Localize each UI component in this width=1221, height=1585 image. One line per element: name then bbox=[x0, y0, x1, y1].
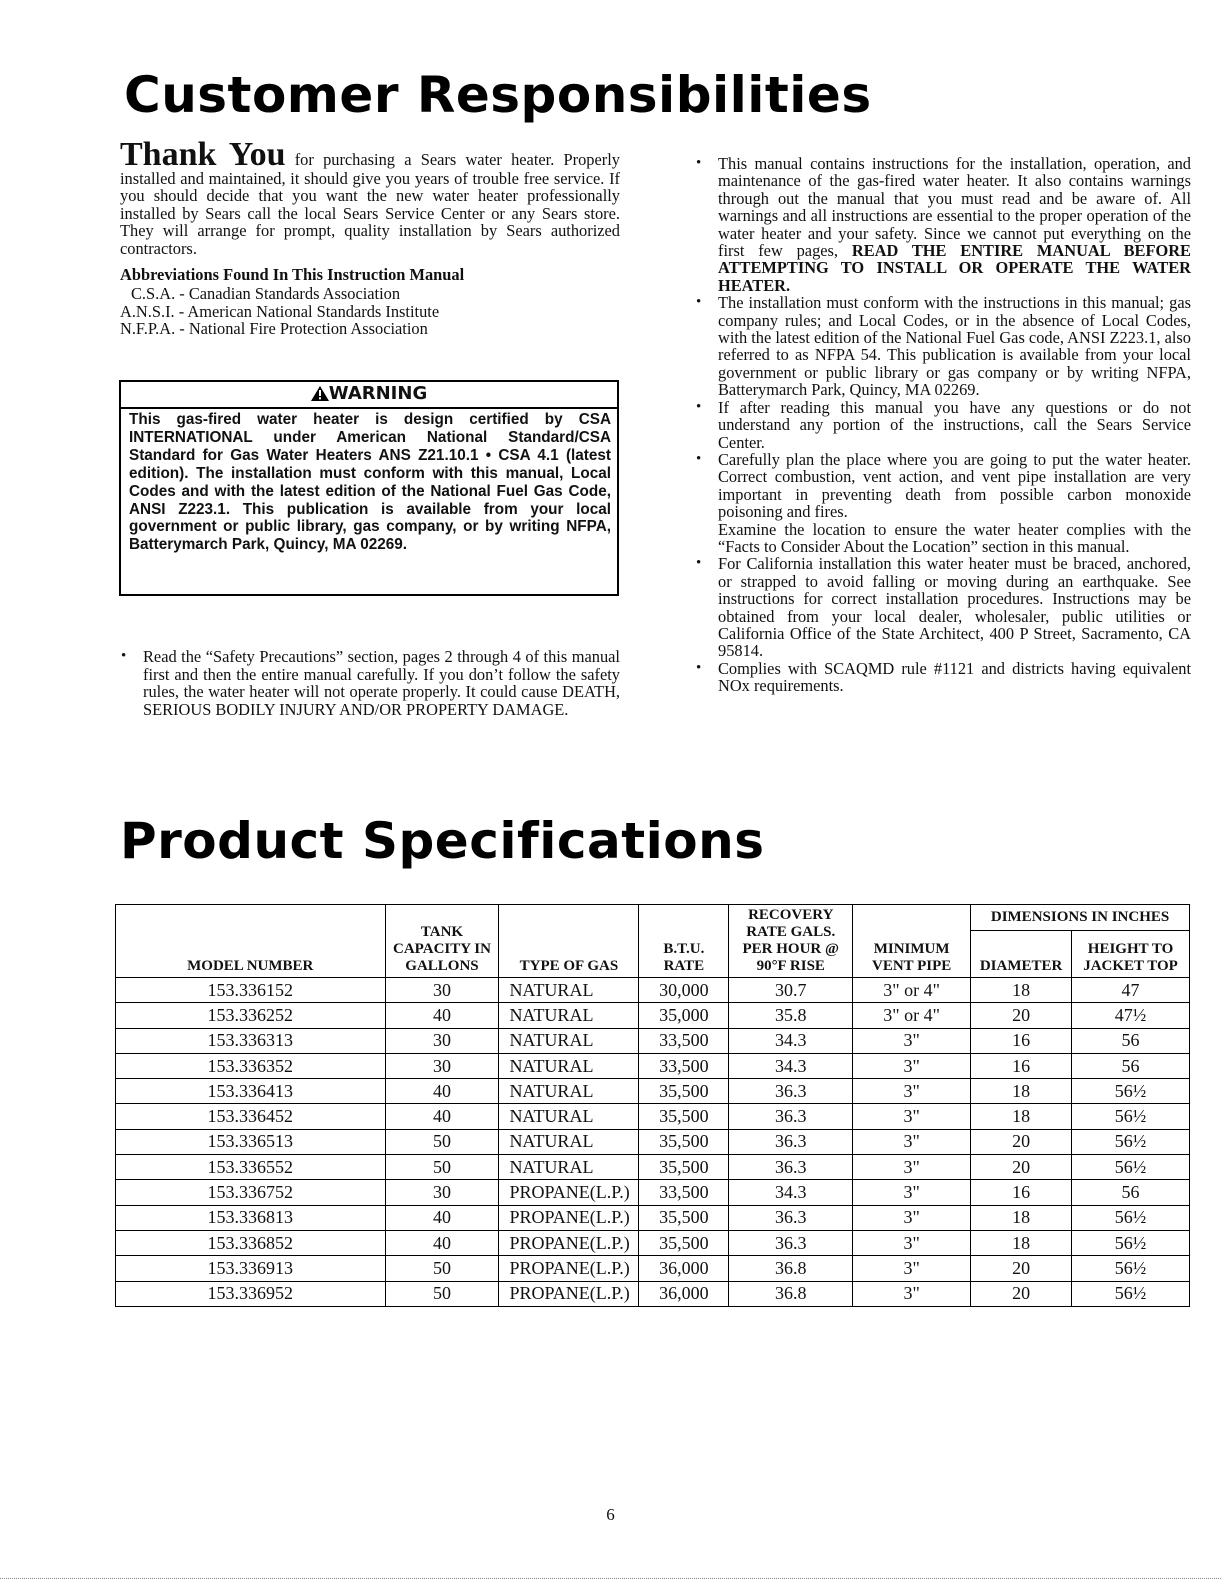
table-cell: 40 bbox=[385, 1205, 499, 1230]
table-cell: 40 bbox=[385, 1104, 499, 1129]
table-cell: 3" bbox=[853, 1230, 971, 1255]
column-header: MINIMUM VENT PIPE bbox=[853, 905, 971, 978]
warning-title: WARNING bbox=[328, 383, 428, 404]
table-row bbox=[116, 1256, 1190, 1281]
table-cell: NATURAL bbox=[499, 1129, 639, 1154]
table-cell: 34.3 bbox=[729, 1028, 853, 1053]
table-cell: 18 bbox=[971, 978, 1072, 1003]
column-header: TANK CAPACITY IN GALLONS bbox=[385, 905, 499, 978]
divider bbox=[0, 1578, 1221, 1579]
table-cell: 30 bbox=[385, 978, 499, 1003]
table-cell: 30 bbox=[385, 1028, 499, 1053]
bullet-text: • Carefully plan the place where you are going to put the water heater. Correct combustion, vent action, and vent pipe installation are very important in preventing death from possible carbon monoxide poisoning and fires. bbox=[718, 449, 1191, 522]
list-item: • Read the “Safety Precautions” section, pages 2 through 4 of this manual first and then the entire manual carefully. If you don’t follow the safety rules, the water heater will not operate properly. It could cause DEATH, SERIOUS BODILY INJURY AND/OR PROPERTY DAMAGE. bbox=[120, 648, 620, 718]
abbreviation-item: N.F.P.A. - National Fire Protection Association bbox=[120, 319, 428, 339]
table-cell: 153.336852 bbox=[116, 1230, 386, 1255]
table-cell: 35,500 bbox=[639, 1155, 729, 1180]
table-cell: 36.3 bbox=[729, 1104, 853, 1129]
warning-text: This gas-fired water heater is design certified by CSA INTERNATIONAL under American National Standard/CSA Standard for Gas Water Heaters ANS Z21.10.1 • CSA 4.1 (latest edition). The installation must conform with this manual, Local Codes and with the latest edition of the National Fuel Gas Code, ANSI Z223.1. This publication is available from your local government or public library, gas company, or by writing NFPA, Batterymarch Park, Quincy, MA 02269. bbox=[129, 411, 611, 554]
table-cell: 34.3 bbox=[729, 1053, 853, 1078]
table-cell: 56½ bbox=[1072, 1079, 1190, 1104]
table-cell: 36.3 bbox=[729, 1129, 853, 1154]
table-cell: 20 bbox=[971, 1155, 1072, 1180]
table-cell: 153.336313 bbox=[116, 1028, 386, 1053]
table-cell: 18 bbox=[971, 1205, 1072, 1230]
table-cell: 35,500 bbox=[639, 1104, 729, 1129]
table-cell: 33,500 bbox=[639, 1180, 729, 1205]
table-cell: NATURAL bbox=[499, 1104, 639, 1129]
table-row bbox=[116, 1281, 1190, 1306]
table-cell: 56½ bbox=[1072, 1205, 1190, 1230]
table-cell: 33,500 bbox=[639, 1053, 729, 1078]
table-cell: 3" bbox=[853, 1281, 971, 1306]
table-cell: 56½ bbox=[1072, 1129, 1190, 1154]
column-header: MODEL NUMBER bbox=[116, 905, 386, 978]
table-cell: NATURAL bbox=[499, 978, 639, 1003]
page-number: 6 bbox=[606, 1505, 615, 1524]
table-cell: 16 bbox=[971, 1028, 1072, 1053]
table-cell: 36.8 bbox=[729, 1281, 853, 1306]
bullet-emphasis: READ THE ENTIRE MANUAL BEFORE ATTEMPTING TO INSTALL OR OPERATE THE WATER HEATER. bbox=[718, 241, 1191, 295]
table-cell: 153.336913 bbox=[116, 1256, 386, 1281]
table-cell: 56½ bbox=[1072, 1281, 1190, 1306]
table-cell: 36.8 bbox=[729, 1256, 853, 1281]
table-cell: 153.336252 bbox=[116, 1003, 386, 1028]
table-row bbox=[116, 1003, 1190, 1028]
table-cell: PROPANE(L.P.) bbox=[499, 1281, 639, 1306]
table-cell: 16 bbox=[971, 1053, 1072, 1078]
table-cell: 153.336513 bbox=[116, 1129, 386, 1154]
thank-you-paragraph bbox=[120, 136, 620, 258]
table-cell: 56 bbox=[1072, 1053, 1190, 1078]
table-row bbox=[116, 978, 1190, 1003]
table-cell: 3" bbox=[853, 1256, 971, 1281]
table-cell: 20 bbox=[971, 1281, 1072, 1306]
table-cell: 50 bbox=[385, 1256, 499, 1281]
table-cell: 153.336452 bbox=[116, 1104, 386, 1129]
table-cell: 40 bbox=[385, 1003, 499, 1028]
table-cell: 30 bbox=[385, 1180, 499, 1205]
table-cell: 20 bbox=[971, 1003, 1072, 1028]
column-header: B.T.U. RATE bbox=[639, 905, 729, 978]
table-cell: 40 bbox=[385, 1230, 499, 1255]
table-cell: 3" bbox=[853, 1079, 971, 1104]
column-header: DIAMETER bbox=[971, 931, 1072, 978]
table-cell: 3" bbox=[853, 1104, 971, 1129]
list-item: • The installation must conform with the instructions in this manual; gas company rules; and Local Codes, or in the absence of Local Codes, with the latest edition of the National Fuel Gas code, ANSI Z223.1, also referred to as NFPA 54. This publication is available from your local government or public library or gas company or by writing NFPA, Batterymarch Park, Quincy, MA 02269. bbox=[695, 294, 1191, 398]
table-cell: 56½ bbox=[1072, 1104, 1190, 1129]
table-cell: 47½ bbox=[1072, 1003, 1190, 1028]
list-item bbox=[695, 155, 1191, 294]
table-cell: 36,000 bbox=[639, 1281, 729, 1306]
table-row bbox=[116, 1205, 1190, 1230]
abbreviations-title: Abbreviations Found In This Instruction Manual bbox=[120, 265, 465, 285]
table-cell: 153.336752 bbox=[116, 1180, 386, 1205]
warning-box bbox=[119, 380, 619, 596]
table-cell: PROPANE(L.P.) bbox=[499, 1256, 639, 1281]
warning-triangle-icon bbox=[311, 386, 329, 401]
abbreviation-item: C.S.A. - Canadian Standards Association bbox=[131, 284, 401, 304]
intro-section bbox=[120, 136, 620, 339]
thank-you-lead: Thank You bbox=[120, 136, 286, 173]
table-cell: 34.3 bbox=[729, 1180, 853, 1205]
specifications-table bbox=[115, 904, 1190, 1307]
table-cell: 16 bbox=[971, 1180, 1072, 1205]
table-cell: PROPANE(L.P.) bbox=[499, 1230, 639, 1255]
table-cell: 50 bbox=[385, 1155, 499, 1180]
bullet-text: This manual contains instructions for the installation, operation, and maintenance of the gas-fired water heater. It also contains warnings through out the manual that you must read and be aware of. All warnings and all instructions are essential to the proper operation of the water heater and your safety. Since we cannot put everything on the first few pages, bbox=[718, 154, 1191, 261]
table-cell: 36.3 bbox=[729, 1079, 853, 1104]
page-title: Customer Responsibilities bbox=[124, 66, 872, 124]
table-cell: 47 bbox=[1072, 978, 1190, 1003]
column-header: TYPE OF GAS bbox=[499, 905, 639, 978]
list-item: • If after reading this manual you have any questions or do not understand any portion of the instructions, call the Sears Service Center. bbox=[695, 399, 1191, 451]
table-row bbox=[116, 1129, 1190, 1154]
table-cell: PROPANE(L.P.) bbox=[499, 1180, 639, 1205]
warning-header bbox=[121, 382, 617, 409]
table-cell: NATURAL bbox=[499, 1079, 639, 1104]
table-cell: 3" bbox=[853, 1180, 971, 1205]
thank-you-text: for purchasing a Sears water heater. Properly installed and maintained, it should give you years of trouble free service. If you should decide that you want the new water heater professionally installed by Sears call the local Sears Service Center or any Sears store. They will arrange for prompt, quality installation by Sears authorized contractors. bbox=[120, 150, 620, 258]
table-row bbox=[116, 1104, 1190, 1129]
table-cell: 3" bbox=[853, 1053, 971, 1078]
table-cell: 35,500 bbox=[639, 1230, 729, 1255]
table-body bbox=[116, 978, 1190, 1307]
table-cell: 20 bbox=[971, 1129, 1072, 1154]
table-cell: 56½ bbox=[1072, 1155, 1190, 1180]
table-row bbox=[116, 1155, 1190, 1180]
table-row bbox=[116, 1079, 1190, 1104]
table-cell: 20 bbox=[971, 1256, 1072, 1281]
column-header: HEIGHT TO JACKET TOP bbox=[1072, 931, 1190, 978]
table-cell: 30,000 bbox=[639, 978, 729, 1003]
table-cell: NATURAL bbox=[499, 1003, 639, 1028]
table-cell: 153.336352 bbox=[116, 1053, 386, 1078]
column-header: DIMENSIONS IN INCHES bbox=[971, 905, 1190, 931]
table-cell: 153.336952 bbox=[116, 1281, 386, 1306]
table-cell: 3" bbox=[853, 1155, 971, 1180]
table-cell: 33,500 bbox=[639, 1028, 729, 1053]
table-header-row bbox=[116, 905, 1190, 931]
table-cell: 50 bbox=[385, 1281, 499, 1306]
bullet-text: Examine the location to ensure the water heater complies with the “Facts to Consider About the Location” section in this manual. bbox=[718, 519, 1191, 556]
table-cell: NATURAL bbox=[499, 1053, 639, 1078]
table-row bbox=[116, 1053, 1190, 1078]
table-cell: 35,000 bbox=[639, 1003, 729, 1028]
table-cell: 56½ bbox=[1072, 1256, 1190, 1281]
table-cell: 3" bbox=[853, 1028, 971, 1053]
table-cell: 153.336413 bbox=[116, 1079, 386, 1104]
table-row bbox=[116, 1230, 1190, 1255]
table-cell: 3" bbox=[853, 1129, 971, 1154]
table-row bbox=[116, 1180, 1190, 1205]
list-item: • Complies with SCAQMD rule #1121 and districts having equivalent NOx requirements. bbox=[695, 660, 1191, 695]
table-cell: 3" bbox=[853, 1205, 971, 1230]
table-cell: 56 bbox=[1072, 1180, 1190, 1205]
table-cell: PROPANE(L.P.) bbox=[499, 1205, 639, 1230]
responsibilities-list bbox=[695, 155, 1191, 695]
table-cell: 35,500 bbox=[639, 1129, 729, 1154]
table-cell: 50 bbox=[385, 1129, 499, 1154]
table-cell: 36.3 bbox=[729, 1205, 853, 1230]
table-cell: 18 bbox=[971, 1230, 1072, 1255]
table-cell: 35,500 bbox=[639, 1205, 729, 1230]
table-cell: 36.3 bbox=[729, 1230, 853, 1255]
table-row bbox=[116, 1028, 1190, 1053]
table-cell: 153.336552 bbox=[116, 1155, 386, 1180]
table-cell: 30 bbox=[385, 1053, 499, 1078]
abbreviation-item: A.N.S.I. - American National Standards Institute bbox=[120, 301, 440, 321]
list-item bbox=[695, 451, 1191, 555]
table-cell: 18 bbox=[971, 1104, 1072, 1129]
section-title: Product Specifications bbox=[120, 812, 765, 870]
table-cell: 18 bbox=[971, 1079, 1072, 1104]
table-cell: NATURAL bbox=[499, 1155, 639, 1180]
safety-bullet-list bbox=[120, 648, 620, 718]
table-cell: 56½ bbox=[1072, 1230, 1190, 1255]
table-cell: 36.3 bbox=[729, 1155, 853, 1180]
table-cell: 36,000 bbox=[639, 1256, 729, 1281]
table-cell: 35.8 bbox=[729, 1003, 853, 1028]
table-cell: NATURAL bbox=[499, 1028, 639, 1053]
column-header: RECOVERY RATE GALS. PER HOUR @ 90°F RISE bbox=[729, 905, 853, 978]
table-cell: 40 bbox=[385, 1079, 499, 1104]
table-cell: 35,500 bbox=[639, 1079, 729, 1104]
table-cell: 3" or 4" bbox=[853, 978, 971, 1003]
table-cell: 56 bbox=[1072, 1028, 1190, 1053]
abbreviations-list bbox=[120, 285, 620, 337]
table-cell: 30.7 bbox=[729, 978, 853, 1003]
table-cell: 153.336813 bbox=[116, 1205, 386, 1230]
list-item: • For California installation this water heater must be braced, anchored, or strapped to avoid falling or moving during an earthquake. See instructions for correct installation procedures. Instructions may be obtained from your local dealer, wholesaler, public utilities or California Office of the State Architect, 400 P Street, Sacramento, CA 95814. bbox=[695, 555, 1191, 659]
table-cell: 3" or 4" bbox=[853, 1003, 971, 1028]
table-cell: 153.336152 bbox=[116, 978, 386, 1003]
